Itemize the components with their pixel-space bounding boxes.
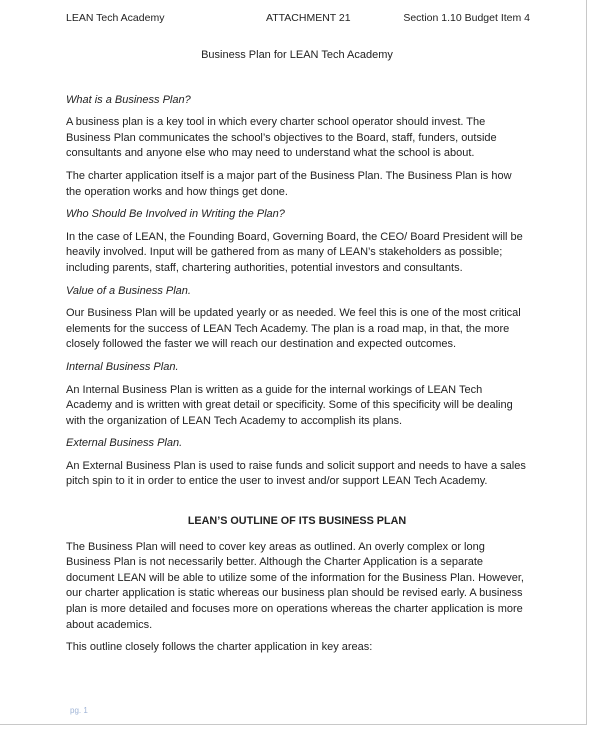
paragraph: An External Business Plan is used to raise funds and solicit support and needs to have a sales pitch spin to it in order to entice the user to invest and/or support LEAN Tech Academy.: [66, 459, 526, 488]
page-header: [66, 12, 530, 28]
document-title: Business Plan for LEAN Tech Academy: [201, 49, 393, 61]
paragraph: The charter application itself is a major part of the Business Plan. The Business Plan is how the operation works and how things get done.: [66, 169, 512, 198]
section-heading: What is a Business Plan?: [66, 93, 191, 106]
section-heading: Value of a Business Plan.: [66, 284, 191, 297]
paragraph: A business plan is a key tool in which every charter school operator should invest. The Business Plan communicates the school’s objectives to the Board, staff, funders, outside consultants and anyone else who may need to understand what the school is about.: [66, 116, 497, 160]
paragraph: Our Business Plan will be updated yearly or as needed. We feel this is one of the most critical elements for the success of LEAN Tech Academy. The plan is a road map, in that, the more closely followed the faster we will reach our destination and expected outcomes.: [66, 307, 521, 351]
section-what-is: [66, 93, 528, 201]
section-who-involved: [66, 207, 528, 276]
section-value: [66, 284, 528, 353]
section-internal: [66, 360, 528, 429]
outline-title: LEAN’S OUTLINE OF ITS BUSINESS PLAN: [187, 515, 407, 528]
paragraph: This outline closely follows the charter application in key areas:: [66, 641, 373, 654]
paragraph: In the case of LEAN, the Founding Board, Governing Board, the CEO/ Board President will be heavily involved. Input will be gathered from as many of LEAN’s stakeholders as possible; including parents, staff, chartering authorities, potential investors and consultants.: [66, 230, 523, 274]
section-heading: External Business Plan.: [66, 437, 183, 450]
header-attachment: ATTACHMENT 21: [266, 12, 351, 24]
header-section: Section 1.10 Budget Item 4: [403, 12, 530, 24]
paragraph: The Business Plan will need to cover key areas as outlined. An overly complex or long Business Plan is not necessarily better. Although the Charter Application is a separate document LEAN will be able to utilize some of the information for the Business Plan. However, our charter application is static whereas our business plan should be revised early. A business plan is more detailed and focuses more on operations whereas the charter application is more about academics.: [66, 540, 524, 631]
document-body: [66, 48, 528, 663]
paragraph: An Internal Business Plan is written as a guide for the internal workings of LEAN Tech Academy and is written with great detail or specificity. Some of this specificity will be dealing with the organization of LEAN Tech Academy to accomplish its plans.: [66, 383, 513, 427]
section-external: [66, 436, 528, 490]
section-heading: Who Should Be Involved in Writing the Plan?: [66, 208, 285, 221]
section-heading: Internal Business Plan.: [66, 360, 179, 373]
page-number: pg. 1: [70, 706, 88, 715]
header-school-name: LEAN Tech Academy: [66, 12, 165, 24]
